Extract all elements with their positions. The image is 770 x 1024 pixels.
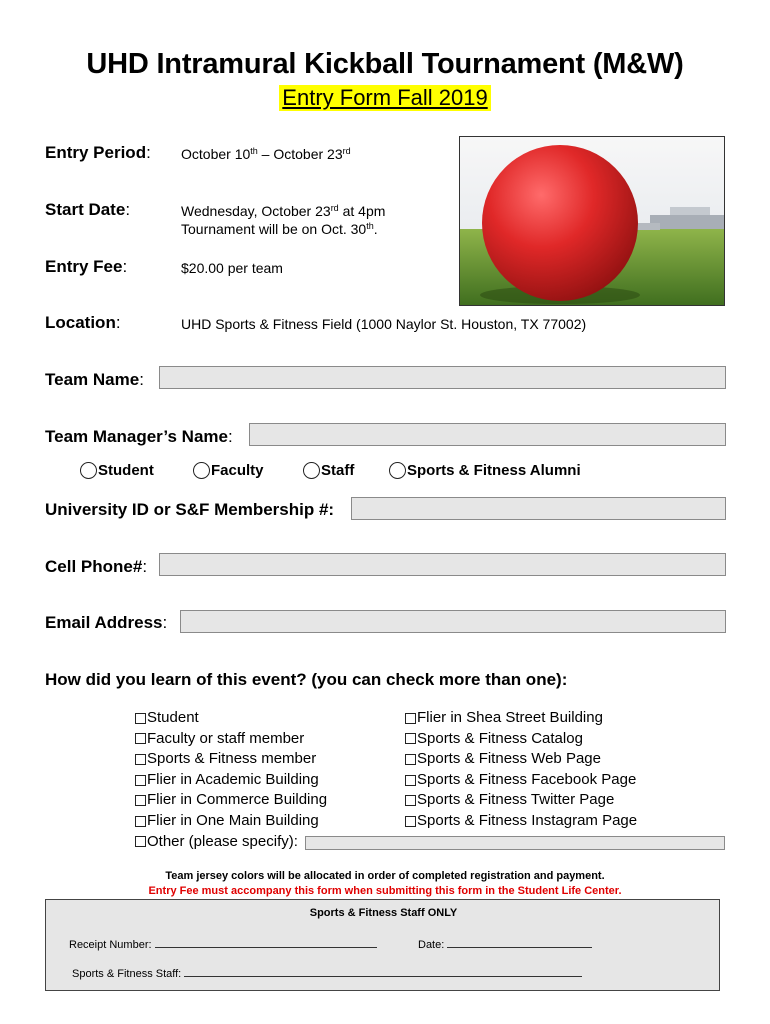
checkbox-icon — [135, 733, 146, 744]
radio-alumni[interactable]: Sports & Fitness Alumni — [389, 462, 581, 479]
radio-circle-icon — [303, 462, 320, 479]
email-input[interactable] — [180, 610, 726, 633]
team-name-label: Team Name: — [45, 370, 144, 389]
checkbox-one-main[interactable]: Flier in One Main Building — [135, 811, 327, 832]
entry-period-label: Entry Period: — [45, 143, 151, 162]
start-date-label: Start Date: — [45, 200, 131, 219]
checkbox-shea[interactable]: Flier in Shea Street Building — [405, 708, 637, 729]
checkbox-instagram[interactable]: Sports & Fitness Instagram Page — [405, 811, 637, 832]
fee-note: Entry Fee must accompany this form when submitting this form in the Student Life Center. — [148, 885, 622, 897]
team-manager-input[interactable] — [249, 423, 726, 446]
entry-period-value: October 10th – October 23rd — [181, 146, 351, 162]
learn-left-list — [135, 708, 327, 852]
staff-only-title: Sports & Fitness Staff ONLY — [309, 907, 458, 919]
jersey-note: Team jersey colors will be allocated in order of completed registration and payment. — [165, 870, 605, 882]
checkbox-commerce[interactable]: Flier in Commerce Building — [135, 790, 327, 811]
radio-student[interactable]: Student — [80, 462, 154, 479]
radio-circle-icon — [193, 462, 210, 479]
university-id-input[interactable] — [351, 497, 726, 520]
checkbox-icon — [135, 836, 146, 847]
checkbox-icon — [405, 816, 416, 827]
cell-phone-input[interactable] — [159, 553, 726, 576]
checkbox-icon — [405, 754, 416, 765]
radio-staff[interactable]: Staff — [303, 462, 354, 479]
checkbox-student[interactable]: Student — [135, 708, 327, 729]
date-field: Date: — [418, 937, 592, 951]
receipt-number-field: Receipt Number: — [69, 937, 377, 951]
checkbox-catalog[interactable]: Sports & Fitness Catalog — [405, 729, 637, 750]
kickball-photo — [459, 136, 725, 306]
checkbox-icon — [405, 713, 416, 724]
checkbox-twitter[interactable]: Sports & Fitness Twitter Page — [405, 790, 637, 811]
checkbox-other[interactable]: Other (please specify): — [135, 832, 327, 853]
email-label: Email Address: — [45, 613, 168, 632]
checkbox-icon — [135, 795, 146, 806]
entry-fee-label: Entry Fee: — [45, 257, 128, 276]
page-subtitle: Entry Form Fall 2019 — [279, 85, 490, 111]
checkbox-icon — [135, 775, 146, 786]
entry-fee-value: $20.00 per team — [181, 260, 283, 276]
checkbox-icon — [135, 754, 146, 765]
staff-name-field: Sports & Fitness Staff: — [72, 966, 582, 980]
checkbox-academic[interactable]: Flier in Academic Building — [135, 770, 327, 791]
team-manager-label: Team Manager’s Name: — [45, 427, 233, 446]
radio-circle-icon — [389, 462, 406, 479]
radio-faculty[interactable]: Faculty — [193, 462, 264, 479]
checkbox-web[interactable]: Sports & Fitness Web Page — [405, 749, 637, 770]
radio-circle-icon — [80, 462, 97, 479]
team-name-input[interactable] — [159, 366, 726, 389]
checkbox-icon — [405, 775, 416, 786]
checkbox-faculty[interactable]: Faculty or staff member — [135, 729, 327, 750]
cell-phone-label: Cell Phone#: — [45, 557, 148, 576]
learn-right-list — [405, 708, 637, 832]
learn-question: How did you learn of this event? (you can check more than one): — [45, 670, 568, 689]
checkbox-icon — [135, 816, 146, 827]
start-date-value: Wednesday, October 23rd at 4pm Tournament will be on Oct. 30th. — [181, 203, 386, 237]
location-label: Location: — [45, 313, 121, 332]
checkbox-icon — [405, 795, 416, 806]
checkbox-icon — [405, 733, 416, 744]
staff-only-box — [45, 899, 720, 991]
checkbox-icon — [135, 713, 146, 724]
checkbox-facebook[interactable]: Sports & Fitness Facebook Page — [405, 770, 637, 791]
page-title: UHD Intramural Kickball Tournament (M&W) — [86, 48, 684, 80]
kickball-image — [460, 137, 725, 306]
checkbox-sf-member[interactable]: Sports & Fitness member — [135, 749, 327, 770]
other-specify-input[interactable] — [305, 836, 725, 850]
location-value: UHD Sports & Fitness Field (1000 Naylor St. Houston, TX 77002) — [181, 316, 587, 332]
university-id-label: University ID or S&F Membership #: — [45, 500, 335, 519]
